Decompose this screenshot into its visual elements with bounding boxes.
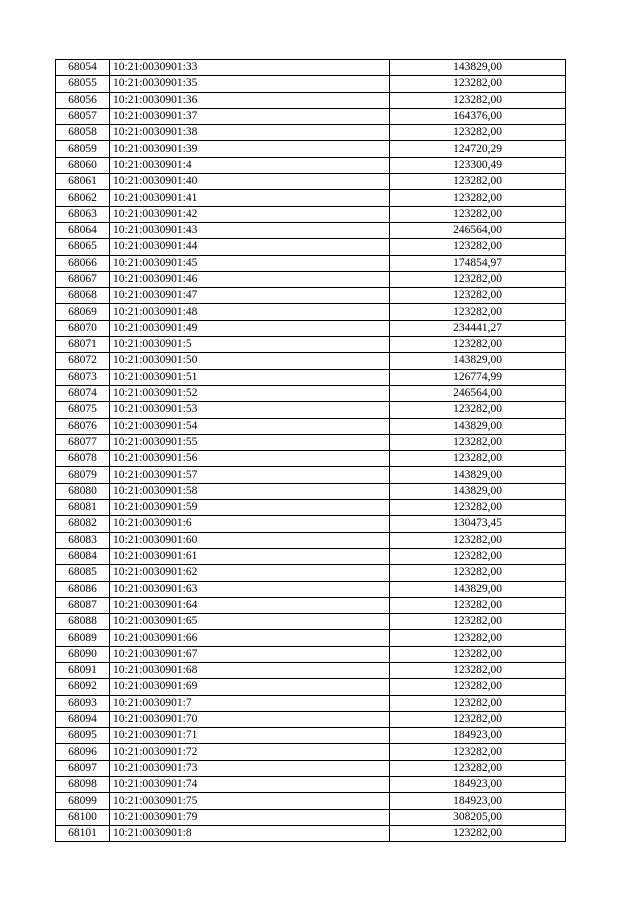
row-code: 10:21:0030901:52 xyxy=(110,385,390,401)
table-row xyxy=(56,369,566,385)
row-id: 68077 xyxy=(56,434,110,450)
row-id: 68055 xyxy=(56,76,110,92)
table-row xyxy=(56,581,566,597)
row-amount: 123282,00 xyxy=(390,76,566,92)
row-amount: 123282,00 xyxy=(390,500,566,516)
table-row xyxy=(56,402,566,418)
row-code: 10:21:0030901:67 xyxy=(110,646,390,662)
row-id: 68068 xyxy=(56,288,110,304)
row-amount: 123282,00 xyxy=(390,614,566,630)
row-amount: 184923,00 xyxy=(390,793,566,809)
row-code: 10:21:0030901:71 xyxy=(110,728,390,744)
row-code: 10:21:0030901:45 xyxy=(110,255,390,271)
row-id: 68066 xyxy=(56,255,110,271)
row-code: 10:21:0030901:46 xyxy=(110,271,390,287)
row-code: 10:21:0030901:41 xyxy=(110,190,390,206)
row-amount: 123282,00 xyxy=(390,206,566,222)
row-id: 68088 xyxy=(56,614,110,630)
table-row xyxy=(56,516,566,532)
row-amount: 123282,00 xyxy=(390,679,566,695)
data-table xyxy=(55,59,566,842)
row-code: 10:21:0030901:33 xyxy=(110,60,390,76)
row-amount: 123282,00 xyxy=(390,190,566,206)
row-code: 10:21:0030901:51 xyxy=(110,369,390,385)
table-row xyxy=(56,646,566,662)
row-amount: 123282,00 xyxy=(390,125,566,141)
row-amount: 143829,00 xyxy=(390,483,566,499)
table-row xyxy=(56,92,566,108)
row-code: 10:21:0030901:36 xyxy=(110,92,390,108)
row-amount: 184923,00 xyxy=(390,777,566,793)
row-id: 68085 xyxy=(56,565,110,581)
row-id: 68090 xyxy=(56,646,110,662)
row-code: 10:21:0030901:69 xyxy=(110,679,390,695)
row-code: 10:21:0030901:63 xyxy=(110,581,390,597)
row-code: 10:21:0030901:40 xyxy=(110,174,390,190)
row-id: 68093 xyxy=(56,695,110,711)
row-amount: 123282,00 xyxy=(390,711,566,727)
table-row xyxy=(56,222,566,238)
table-row xyxy=(56,467,566,483)
row-id: 68078 xyxy=(56,451,110,467)
row-id: 68054 xyxy=(56,60,110,76)
row-amount: 123282,00 xyxy=(390,337,566,353)
row-id: 68087 xyxy=(56,597,110,613)
row-amount: 123282,00 xyxy=(390,174,566,190)
row-amount: 123282,00 xyxy=(390,434,566,450)
row-id: 68098 xyxy=(56,777,110,793)
row-code: 10:21:0030901:70 xyxy=(110,711,390,727)
row-amount: 143829,00 xyxy=(390,353,566,369)
row-code: 10:21:0030901:56 xyxy=(110,451,390,467)
table-row xyxy=(56,793,566,809)
row-id: 68056 xyxy=(56,92,110,108)
table-row xyxy=(56,565,566,581)
row-amount: 123282,00 xyxy=(390,304,566,320)
row-amount: 246564,00 xyxy=(390,385,566,401)
row-code: 10:21:0030901:37 xyxy=(110,108,390,124)
row-id: 68071 xyxy=(56,337,110,353)
table-row xyxy=(56,532,566,548)
row-amount: 123282,00 xyxy=(390,532,566,548)
row-code: 10:21:0030901:58 xyxy=(110,483,390,499)
row-amount: 123282,00 xyxy=(390,630,566,646)
row-code: 10:21:0030901:68 xyxy=(110,662,390,678)
row-code: 10:21:0030901:55 xyxy=(110,434,390,450)
table-row xyxy=(56,353,566,369)
table-row xyxy=(56,337,566,353)
row-code: 10:21:0030901:75 xyxy=(110,793,390,809)
row-code: 10:21:0030901:4 xyxy=(110,157,390,173)
table-row xyxy=(56,288,566,304)
row-id: 68100 xyxy=(56,809,110,825)
row-code: 10:21:0030901:62 xyxy=(110,565,390,581)
row-amount: 246564,00 xyxy=(390,222,566,238)
row-id: 68081 xyxy=(56,500,110,516)
row-id: 68101 xyxy=(56,825,110,841)
row-id: 68099 xyxy=(56,793,110,809)
row-amount: 123282,00 xyxy=(390,402,566,418)
row-amount: 130473,45 xyxy=(390,516,566,532)
row-id: 68060 xyxy=(56,157,110,173)
table-row xyxy=(56,190,566,206)
row-id: 68058 xyxy=(56,125,110,141)
row-amount: 123282,00 xyxy=(390,271,566,287)
row-code: 10:21:0030901:74 xyxy=(110,777,390,793)
row-amount: 124720,29 xyxy=(390,141,566,157)
row-code: 10:21:0030901:43 xyxy=(110,222,390,238)
row-id: 68084 xyxy=(56,548,110,564)
table-row xyxy=(56,744,566,760)
row-code: 10:21:0030901:50 xyxy=(110,353,390,369)
table-row xyxy=(56,304,566,320)
row-amount: 143829,00 xyxy=(390,467,566,483)
row-id: 68089 xyxy=(56,630,110,646)
table-row xyxy=(56,157,566,173)
table-row xyxy=(56,60,566,76)
row-id: 68062 xyxy=(56,190,110,206)
row-id: 68097 xyxy=(56,760,110,776)
row-amount: 123282,00 xyxy=(390,239,566,255)
table-row xyxy=(56,385,566,401)
table-row xyxy=(56,679,566,695)
row-code: 10:21:0030901:57 xyxy=(110,467,390,483)
table-row xyxy=(56,695,566,711)
table-row xyxy=(56,239,566,255)
table-row xyxy=(56,597,566,613)
row-id: 68067 xyxy=(56,271,110,287)
row-id: 68057 xyxy=(56,108,110,124)
row-code: 10:21:0030901:49 xyxy=(110,320,390,336)
table-row xyxy=(56,500,566,516)
row-id: 68083 xyxy=(56,532,110,548)
table-row xyxy=(56,206,566,222)
row-amount: 123282,00 xyxy=(390,646,566,662)
table-row xyxy=(56,141,566,157)
table-row xyxy=(56,125,566,141)
row-id: 68096 xyxy=(56,744,110,760)
row-amount: 123282,00 xyxy=(390,695,566,711)
row-amount: 123282,00 xyxy=(390,548,566,564)
row-id: 68063 xyxy=(56,206,110,222)
row-code: 10:21:0030901:54 xyxy=(110,418,390,434)
row-id: 68069 xyxy=(56,304,110,320)
row-id: 68075 xyxy=(56,402,110,418)
row-code: 10:21:0030901:6 xyxy=(110,516,390,532)
row-amount: 126774,99 xyxy=(390,369,566,385)
table-row xyxy=(56,320,566,336)
table-row xyxy=(56,760,566,776)
row-id: 68074 xyxy=(56,385,110,401)
row-id: 68079 xyxy=(56,467,110,483)
row-code: 10:21:0030901:60 xyxy=(110,532,390,548)
table-row xyxy=(56,548,566,564)
row-code: 10:21:0030901:72 xyxy=(110,744,390,760)
table-row xyxy=(56,777,566,793)
row-id: 68064 xyxy=(56,222,110,238)
table-row xyxy=(56,418,566,434)
table-row xyxy=(56,271,566,287)
row-id: 68073 xyxy=(56,369,110,385)
table-row xyxy=(56,614,566,630)
row-amount: 143829,00 xyxy=(390,418,566,434)
row-amount: 123282,00 xyxy=(390,825,566,841)
row-id: 68092 xyxy=(56,679,110,695)
row-id: 68076 xyxy=(56,418,110,434)
row-id: 68072 xyxy=(56,353,110,369)
row-amount: 123282,00 xyxy=(390,288,566,304)
row-amount: 123282,00 xyxy=(390,744,566,760)
row-code: 10:21:0030901:61 xyxy=(110,548,390,564)
table-row xyxy=(56,662,566,678)
row-id: 68095 xyxy=(56,728,110,744)
row-amount: 174854,97 xyxy=(390,255,566,271)
table-row xyxy=(56,483,566,499)
row-code: 10:21:0030901:59 xyxy=(110,500,390,516)
row-amount: 164376,00 xyxy=(390,108,566,124)
row-code: 10:21:0030901:47 xyxy=(110,288,390,304)
table-row xyxy=(56,825,566,841)
row-id: 68061 xyxy=(56,174,110,190)
row-amount: 123300,49 xyxy=(390,157,566,173)
row-code: 10:21:0030901:44 xyxy=(110,239,390,255)
row-amount: 234441,27 xyxy=(390,320,566,336)
table-body xyxy=(56,60,566,842)
row-code: 10:21:0030901:73 xyxy=(110,760,390,776)
row-id: 68059 xyxy=(56,141,110,157)
table-row xyxy=(56,630,566,646)
table-row xyxy=(56,711,566,727)
row-amount: 123282,00 xyxy=(390,760,566,776)
row-amount: 123282,00 xyxy=(390,92,566,108)
row-amount: 143829,00 xyxy=(390,60,566,76)
table-row xyxy=(56,76,566,92)
table-row xyxy=(56,809,566,825)
row-code: 10:21:0030901:5 xyxy=(110,337,390,353)
row-code: 10:21:0030901:53 xyxy=(110,402,390,418)
row-amount: 143829,00 xyxy=(390,581,566,597)
row-id: 68091 xyxy=(56,662,110,678)
row-code: 10:21:0030901:7 xyxy=(110,695,390,711)
row-code: 10:21:0030901:42 xyxy=(110,206,390,222)
row-amount: 123282,00 xyxy=(390,662,566,678)
row-code: 10:21:0030901:66 xyxy=(110,630,390,646)
row-code: 10:21:0030901:79 xyxy=(110,809,390,825)
row-code: 10:21:0030901:48 xyxy=(110,304,390,320)
row-amount: 184923,00 xyxy=(390,728,566,744)
row-code: 10:21:0030901:64 xyxy=(110,597,390,613)
row-code: 10:21:0030901:8 xyxy=(110,825,390,841)
table-row xyxy=(56,434,566,450)
row-amount: 123282,00 xyxy=(390,597,566,613)
table-row xyxy=(56,728,566,744)
row-code: 10:21:0030901:39 xyxy=(110,141,390,157)
row-code: 10:21:0030901:35 xyxy=(110,76,390,92)
table-row xyxy=(56,108,566,124)
row-amount: 123282,00 xyxy=(390,565,566,581)
row-id: 68065 xyxy=(56,239,110,255)
row-amount: 308205,00 xyxy=(390,809,566,825)
row-id: 68070 xyxy=(56,320,110,336)
row-id: 68082 xyxy=(56,516,110,532)
row-id: 68086 xyxy=(56,581,110,597)
table-row xyxy=(56,255,566,271)
row-id: 68080 xyxy=(56,483,110,499)
table-row xyxy=(56,451,566,467)
row-id: 68094 xyxy=(56,711,110,727)
row-code: 10:21:0030901:38 xyxy=(110,125,390,141)
row-code: 10:21:0030901:65 xyxy=(110,614,390,630)
table-row xyxy=(56,174,566,190)
row-amount: 123282,00 xyxy=(390,451,566,467)
